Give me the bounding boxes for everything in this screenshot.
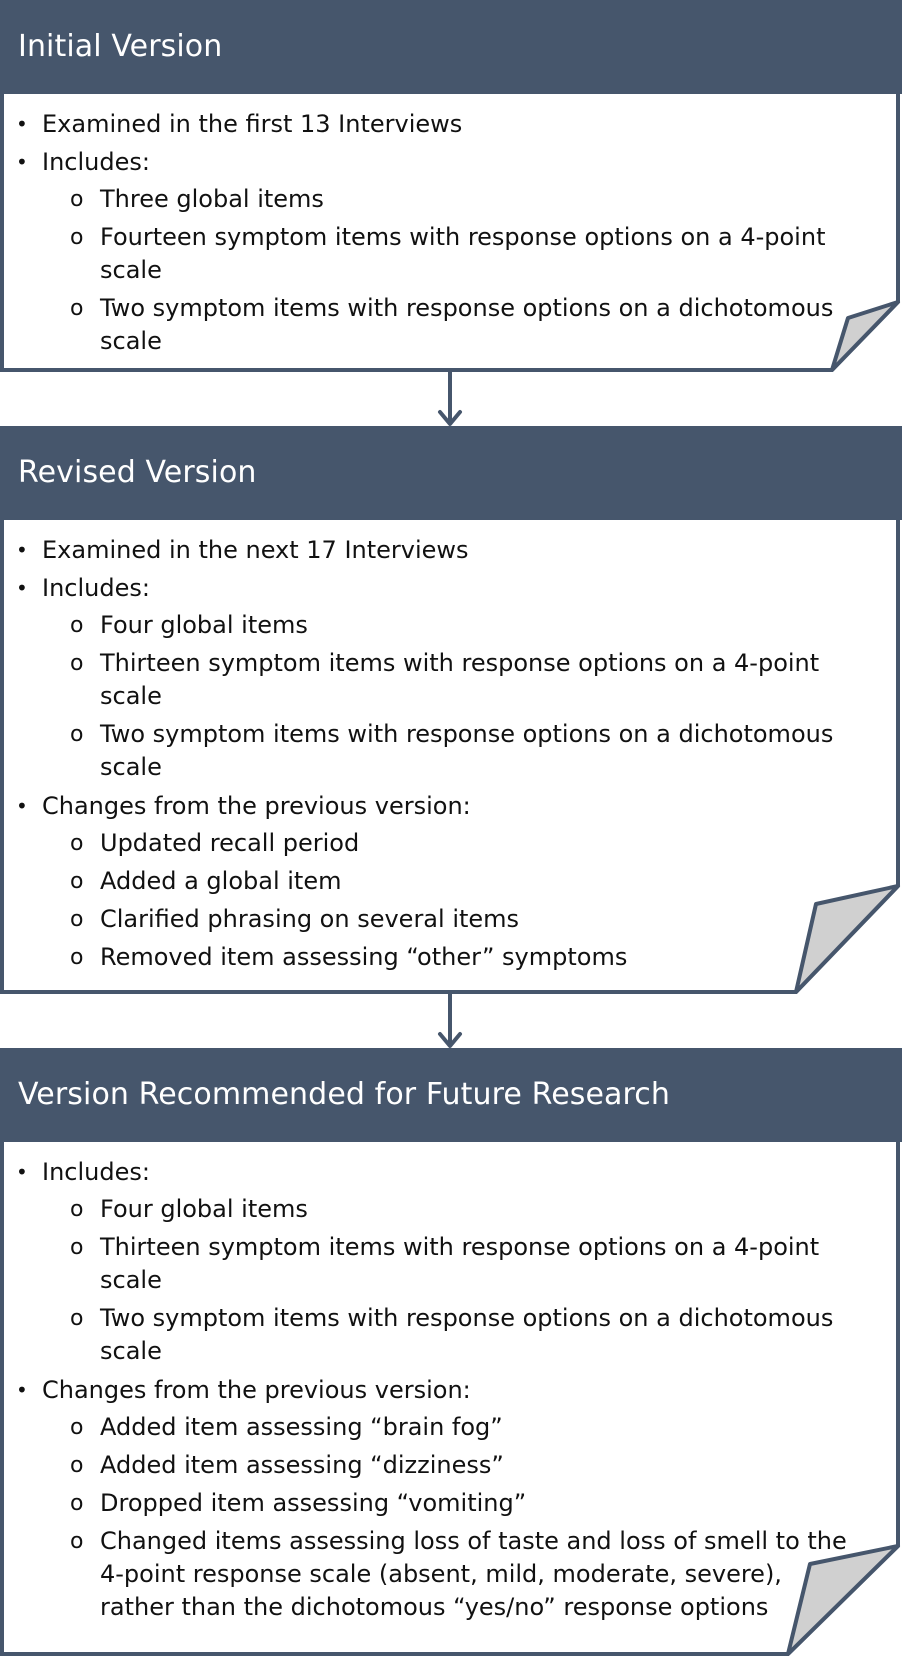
sub-list-item-text: Three global items — [100, 185, 324, 213]
list-item — [0, 1373, 860, 1624]
sub-list — [42, 827, 860, 974]
sub-list-item-text: Dropped item assessing “vomiting” — [100, 1489, 527, 1517]
sub-list-item — [0, 1487, 860, 1520]
sub-bullet-glyph: o — [70, 1306, 84, 1331]
bullet-list — [0, 533, 860, 974]
panel-header — [0, 426, 902, 520]
bullet-list — [0, 107, 860, 358]
sub-list-item — [0, 183, 860, 216]
sub-list-item-text: Two symptom items with response options on a dichotomous scale — [100, 1304, 834, 1365]
list-item-text: Includes: — [42, 148, 150, 176]
list-item — [0, 533, 860, 567]
sub-list-item — [0, 865, 860, 898]
panel-header — [0, 0, 902, 94]
bullet-glyph: • — [16, 794, 28, 818]
list-item-text: Includes: — [42, 1158, 150, 1186]
sub-list-item-text: Clarified phrasing on several items — [100, 905, 520, 933]
sub-bullet-glyph: o — [70, 225, 84, 250]
panel-initial-version — [0, 0, 902, 372]
sub-list-item — [0, 1449, 860, 1482]
list-item-text: Changes from the previous version: — [42, 1376, 471, 1404]
sub-list-item-text: Two symptom items with response options on a dichotomous scale — [100, 294, 834, 355]
sub-bullet-glyph: o — [70, 187, 84, 212]
sub-list-item — [0, 827, 860, 860]
bullet-glyph: • — [16, 150, 28, 174]
sub-bullet-glyph: o — [70, 1197, 84, 1222]
bullet-glyph: • — [16, 112, 28, 136]
list-item-text: Changes from the previous version: — [42, 792, 471, 820]
list-item — [0, 107, 860, 141]
sub-bullet-glyph: o — [70, 613, 84, 638]
sub-bullet-glyph: o — [70, 1529, 84, 1554]
sub-bullet-glyph: o — [70, 907, 84, 932]
sub-list-item — [0, 1231, 860, 1297]
sub-list-item-text: Added item assessing “dizziness” — [100, 1451, 504, 1479]
sub-bullet-glyph: o — [70, 1415, 84, 1440]
sub-list-item-text: Thirteen symptom items with response options on a 4-point scale — [100, 1233, 820, 1294]
sub-list — [42, 1193, 860, 1368]
sub-list-item-text: Removed item assessing “other” symptoms — [100, 943, 628, 971]
list-item-text: Examined in the next 17 Interviews — [42, 536, 469, 564]
list-item — [0, 789, 860, 974]
sub-list-item-text: Added item assessing “brain fog” — [100, 1413, 503, 1441]
panel-content — [0, 533, 860, 979]
sub-list — [42, 609, 860, 784]
panel-title: Revised Version — [18, 455, 257, 490]
sub-list-item — [0, 292, 860, 358]
sub-list-item — [0, 1193, 860, 1226]
panel-revised-version — [0, 426, 902, 994]
sub-list-item-text: Thirteen symptom items with response options on a 4-point scale — [100, 649, 820, 710]
sub-list-item — [0, 647, 860, 713]
panel-title: Initial Version — [18, 29, 223, 64]
sub-bullet-glyph: o — [70, 651, 84, 676]
bullet-list — [0, 1155, 860, 1624]
sub-list-item — [0, 1525, 860, 1624]
sub-list — [42, 1411, 860, 1624]
panel-content — [0, 1155, 860, 1629]
list-item — [0, 571, 860, 784]
panel-content — [0, 107, 860, 363]
sub-bullet-glyph: o — [70, 945, 84, 970]
panel-header — [0, 1048, 902, 1142]
sub-bullet-glyph: o — [70, 831, 84, 856]
sub-list-item — [0, 941, 860, 974]
sub-list-item-text: Fourteen symptom items with response options on a 4-point scale — [100, 223, 826, 284]
bullet-glyph: • — [16, 576, 28, 600]
bullet-glyph: • — [16, 1160, 28, 1184]
sub-bullet-glyph: o — [70, 1491, 84, 1516]
bullet-glyph: • — [16, 538, 28, 562]
sub-list-item-text: Added a global item — [100, 867, 342, 895]
sub-bullet-glyph: o — [70, 296, 84, 321]
sub-bullet-glyph: o — [70, 1235, 84, 1260]
sub-list-item — [0, 221, 860, 287]
sub-list-item-text: Four global items — [100, 1195, 308, 1223]
list-item — [0, 145, 860, 358]
sub-bullet-glyph: o — [70, 1453, 84, 1478]
sub-list-item-text: Four global items — [100, 611, 308, 639]
list-item-text: Includes: — [42, 574, 150, 602]
bullet-glyph: • — [16, 1378, 28, 1402]
sub-bullet-glyph: o — [70, 722, 84, 747]
sub-list — [42, 183, 860, 358]
sub-list-item — [0, 718, 860, 784]
sub-bullet-glyph: o — [70, 869, 84, 894]
sub-list-item — [0, 1302, 860, 1368]
sub-list-item-text: Updated recall period — [100, 829, 360, 857]
sub-list-item-text: Two symptom items with response options on a dichotomous scale — [100, 720, 834, 781]
panel-title: Version Recommended for Future Research — [18, 1077, 671, 1112]
panel-recommended-version — [0, 1048, 902, 1658]
list-item — [0, 1155, 860, 1368]
list-item-text: Examined in the first 13 Interviews — [42, 110, 463, 138]
sub-list-item — [0, 903, 860, 936]
sub-list-item — [0, 609, 860, 642]
sub-list-item — [0, 1411, 860, 1444]
sub-list-item-text: Changed items assessing loss of taste and loss of smell to the 4-point response scale (absent, mild, moderate, severe), rather than the dichotomous “yes/no” response options — [100, 1527, 847, 1621]
